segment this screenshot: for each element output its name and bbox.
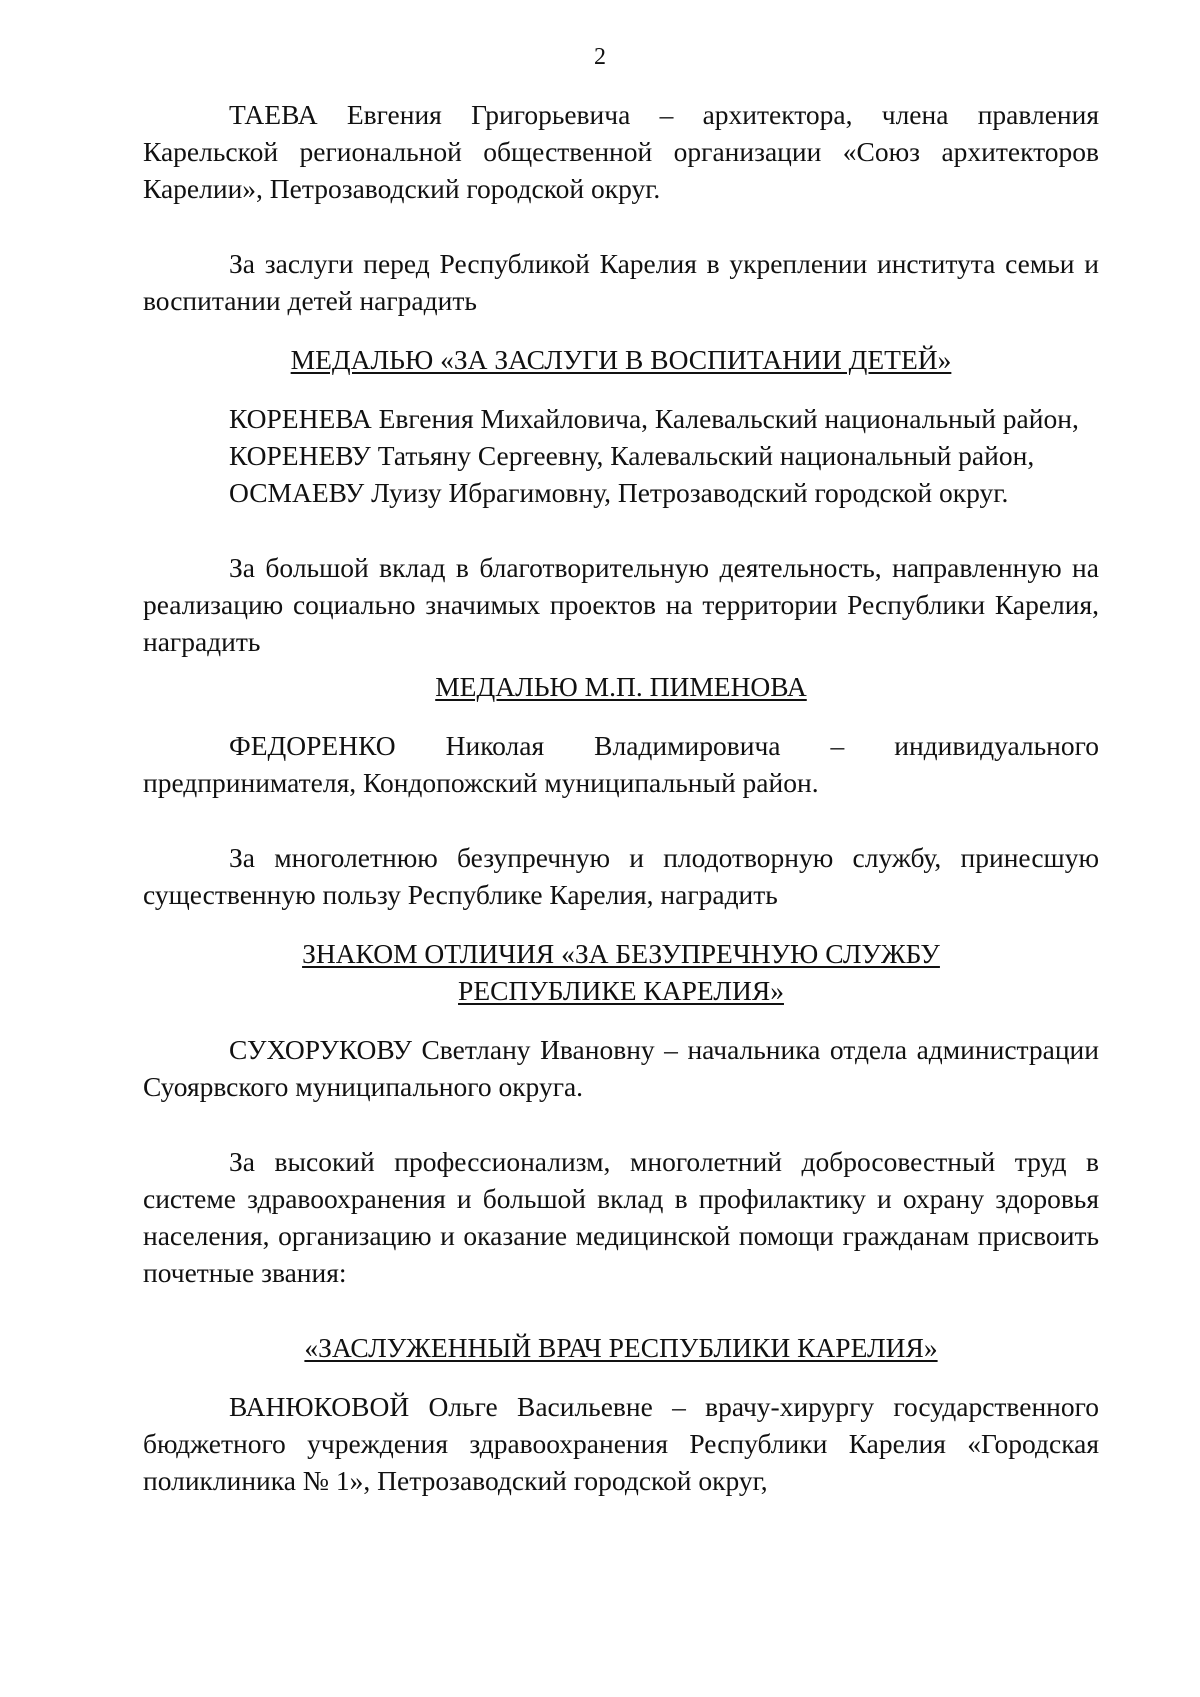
paragraph-healthcare: За высокий профессионализм, многолетний добросовестный труд в системе здравоохранения и большой вклад в профилактику и охрану здоровья населения, организацию и оказание медицинской помощи гражданам присвоить почетные звания: bbox=[143, 1146, 1099, 1288]
paragraph-sukhorukova: СУХОРУКОВУ Светлану Ивановну – начальника отдела администрации Суоярвского муниципального округа. bbox=[143, 1034, 1099, 1102]
paragraph-service: За многолетнюю безупречную и плодотворную службу, принесшую существенную пользу Республике Карелия, наградить bbox=[143, 842, 1099, 910]
list-item: КОРЕНЕВУ Татьяну Сергеевну, Калевальский национальный район, bbox=[229, 440, 1035, 471]
document-body bbox=[143, 96, 1099, 1499]
heading-badge-line-2: РЕСПУБЛИКЕ КАРЕЛИЯ» bbox=[458, 975, 784, 1006]
heading-medal-children: МЕДАЛЬЮ «ЗА ЗАСЛУГИ В ВОСПИТАНИИ ДЕТЕЙ» bbox=[290, 344, 952, 375]
list-item: ОСМАЕВУ Луизу Ибрагимовну, Петрозаводский городской округ. bbox=[229, 477, 1009, 508]
paragraph-charity: За большой вклад в благотворительную деятельность, направленную на реализацию социально значимых проектов на территории Республики Карелия, наградить bbox=[143, 552, 1099, 657]
page-number: 2 bbox=[594, 44, 606, 70]
paragraph-taev: ТАЕВА Евгения Григорьевича – архитектора, члена правления Карельской региональной общественной организации «Союз архитекторов Карелии», Петрозаводский городской округ. bbox=[143, 99, 1099, 204]
paragraph-fedorenko: ФЕДОРЕНКО Николая Владимировича – индивидуального предпринимателя, Кондопожский муниципальный район. bbox=[143, 730, 1099, 798]
paragraph-family-merit: За заслуги перед Республикой Карелия в укреплении института семьи и воспитании детей наградить bbox=[143, 248, 1099, 316]
heading-medal-pimenov: МЕДАЛЬЮ М.П. ПИМЕНОВА bbox=[435, 671, 807, 702]
paragraph-vanyukova: ВАНЮКОВОЙ Ольге Васильевне – врачу-хирургу государственного бюджетного учреждения здравоохранения Республики Карелия «Городская поликлиника № 1», Петрозаводский городской округ, bbox=[143, 1391, 1099, 1496]
list-item: КОРЕНЕВА Евгения Михайловича, Калевальский национальный район, bbox=[229, 403, 1079, 434]
heading-honored-doctor: «ЗАСЛУЖЕННЫЙ ВРАЧ РЕСПУБЛИКИ КАРЕЛИЯ» bbox=[304, 1332, 938, 1363]
heading-badge-line-1: ЗНАКОМ ОТЛИЧИЯ «ЗА БЕЗУПРЕЧНУЮ СЛУЖБУ bbox=[302, 938, 940, 969]
awardee-list bbox=[143, 400, 1099, 511]
